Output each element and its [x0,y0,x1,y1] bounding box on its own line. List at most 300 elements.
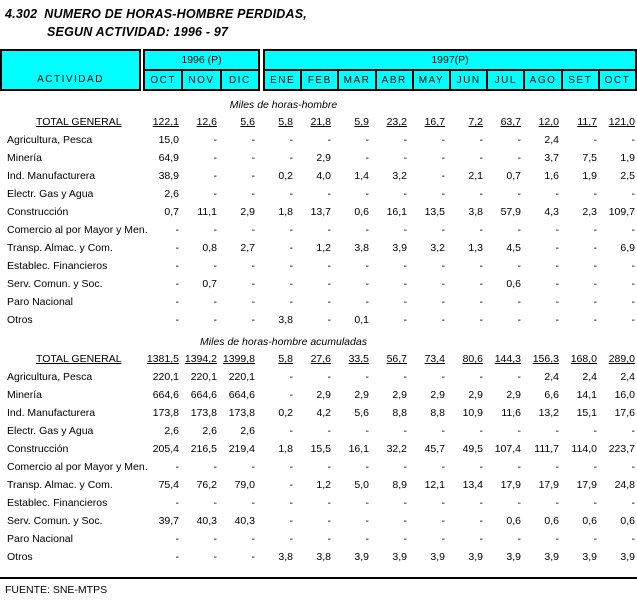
data-cell [181,476,219,494]
cell-value: 1,6 [544,170,559,182]
cell-value: 2,9 [316,152,331,164]
data-cell [219,350,257,368]
cell-value: 2,6 [164,425,179,437]
data-cell [447,530,485,548]
cell-value: - [251,296,255,308]
cell-value: - [631,224,635,236]
data-cell [447,239,485,257]
data-cell [447,386,485,404]
data-cell [181,386,219,404]
cell-value: - [327,314,331,326]
cell-value: - [289,296,293,308]
cell-value: 114,0 [571,443,597,455]
cell-value: - [479,152,483,164]
data-cell [181,512,219,530]
cell-value: - [327,278,331,290]
data-cell [561,350,599,368]
data-cell [599,458,637,476]
data-cell [143,149,181,167]
cell-value: - [631,533,635,545]
data-cell [181,149,219,167]
data-cell [561,221,599,239]
cell-value: 11,7 [577,116,597,128]
data-cell [485,167,523,185]
cell-value: 75,4 [158,479,179,491]
year-header-1996: 1996 (P) [145,51,258,71]
cell-value: 27,6 [310,353,331,365]
table-row [0,239,637,257]
cell-value: 0,1 [354,314,369,326]
cell-value: - [175,278,179,290]
row-label: Comercio al por Mayor y Men. [7,461,148,473]
table-row [0,203,637,221]
cell-value: 121,0 [608,116,635,128]
data-cell [333,404,371,422]
cell-value: 10,9 [462,407,483,419]
cell-value: - [327,497,331,509]
data-cell [295,185,333,203]
table-title [0,0,637,39]
row-label: Paro Nacional [7,533,73,545]
cell-value: - [289,188,293,200]
row-label: Minería [7,389,43,401]
cell-value: - [479,533,483,545]
data-cell [409,440,447,458]
cell-value: - [479,425,483,437]
data-cell [409,221,447,239]
data-cell [561,149,599,167]
data-cell [371,422,409,440]
data-cell [409,239,447,257]
month-header-1997-ago: AGO [523,71,560,89]
data-cell [333,113,371,131]
cell-value: - [593,260,597,272]
data-cell [561,239,599,257]
data-cell [333,131,371,149]
data-cell [371,203,409,221]
data-cell [295,404,333,422]
data-cell [181,350,219,368]
data-cell [257,131,295,149]
data-cell [599,221,637,239]
data-cell [409,293,447,311]
data-cell [447,494,485,512]
data-cell [371,494,409,512]
cell-value: 49,5 [462,443,483,455]
data-cell [181,494,219,512]
cell-value: - [479,314,483,326]
data-cell [295,257,333,275]
cell-value: - [441,152,445,164]
data-cell [523,149,561,167]
data-cell [485,530,523,548]
row-label: Serv. Comun. y Soc. [7,278,103,290]
cell-value: - [517,152,521,164]
cell-value: - [441,170,445,182]
table-row [0,458,637,476]
cell-value: 1,2 [316,242,331,254]
cell-value: - [327,224,331,236]
cell-value: - [365,371,369,383]
data-cell [295,440,333,458]
cell-value: - [441,314,445,326]
table-row [0,113,637,131]
data-cell [447,131,485,149]
data-cell [485,257,523,275]
data-cell [485,149,523,167]
cell-value: 13,5 [424,206,445,218]
data-cell [485,293,523,311]
cell-value: - [479,371,483,383]
cell-value: 109,7 [608,206,635,218]
cell-value: - [251,551,255,563]
data-cell [599,368,637,386]
cell-value: 156,3 [532,353,559,365]
data-cell [181,113,219,131]
cell-value: 32,2 [386,443,407,455]
cell-value: 12,0 [538,116,559,128]
data-cell [143,440,181,458]
cell-value: 17,9 [500,479,521,491]
data-cell [599,494,637,512]
cell-value: 1,2 [316,479,331,491]
cell-value: 6,6 [544,389,559,401]
data-cell [257,221,295,239]
data-cell [257,458,295,476]
cell-value: - [289,134,293,146]
cell-value: 1,9 [582,170,597,182]
data-cell [447,512,485,530]
row-label: Otros [7,314,33,326]
data-cell [257,275,295,293]
data-cell [371,113,409,131]
data-cell [409,167,447,185]
data-cell [333,530,371,548]
data-cell [295,548,333,566]
data-cell [523,440,561,458]
data-cell [599,257,637,275]
data-cell [523,476,561,494]
cell-value: - [517,497,521,509]
data-cell [143,422,181,440]
data-cell [295,311,333,329]
section-heading: Miles de horas-hombre acumuladas [200,336,367,348]
cell-value: - [593,188,597,200]
data-cell [561,275,599,293]
data-cell [181,440,219,458]
row-label: Comercio al por Mayor y Men. [7,224,148,236]
cell-value: - [479,260,483,272]
cell-value: 1,3 [468,242,483,254]
data-cell [599,422,637,440]
data-cell [599,350,637,368]
cell-value: 5,6 [240,116,255,128]
data-cell [257,113,295,131]
row-label: Transp. Almac. y Com. [7,242,113,254]
cell-value: - [289,260,293,272]
data-cell [219,368,257,386]
cell-value: 111,7 [534,443,559,455]
data-cell [447,311,485,329]
cell-value: - [251,314,255,326]
table-row [0,530,637,548]
cell-value: 3,9 [392,242,407,254]
data-cell [257,311,295,329]
data-cell [485,476,523,494]
data-cell [599,131,637,149]
data-cell [485,203,523,221]
data-cell [143,185,181,203]
data-cell [485,458,523,476]
row-label: Otros [7,551,33,563]
table-body [0,97,637,566]
cell-value: - [555,188,559,200]
data-cell [485,494,523,512]
data-cell [371,404,409,422]
cell-value: 219,4 [228,443,255,455]
cell-value: 1,4 [354,170,369,182]
data-cell [257,203,295,221]
cell-value: 7,2 [468,116,483,128]
data-cell [447,149,485,167]
cell-value: 144,3 [494,353,521,365]
data-cell [257,149,295,167]
cell-value: 21,8 [310,116,331,128]
cell-value: - [365,515,369,527]
month-header-1996-oct: OCT [150,74,176,86]
cell-value: 107,4 [494,443,521,455]
cell-value: - [213,461,217,473]
month-header-1997-feb: FEB [300,71,337,89]
cell-value: 0,6 [620,515,635,527]
data-cell [181,185,219,203]
data-cell [447,404,485,422]
data-cell [257,386,295,404]
data-cell [371,476,409,494]
data-cell [561,548,599,566]
data-cell [409,404,447,422]
cell-value: - [289,497,293,509]
data-cell [333,221,371,239]
data-cell [333,185,371,203]
cell-value: 24,8 [614,479,635,491]
cell-value: 205,4 [152,443,179,455]
cell-value: 0,7 [506,170,521,182]
cell-value: - [631,188,635,200]
row-label: Agricultura, Pesca [7,371,93,383]
data-cell [599,311,637,329]
cell-value: - [593,314,597,326]
cell-value: 2,5 [620,170,635,182]
cell-value: - [555,296,559,308]
data-cell [523,548,561,566]
cell-value: - [403,425,407,437]
cell-value: 2,9 [354,389,369,401]
cell-value: - [289,242,293,254]
cell-value: 0,6 [544,515,559,527]
data-cell [333,257,371,275]
data-cell [409,185,447,203]
cell-value: 11,6 [501,407,521,419]
cell-value: - [479,188,483,200]
cell-value: - [403,515,407,527]
cell-value: - [441,188,445,200]
cell-value: 6,9 [620,242,635,254]
data-cell [599,548,637,566]
data-cell [219,149,257,167]
cell-value: 0,6 [506,515,521,527]
table-row [0,275,637,293]
cell-value: - [403,314,407,326]
data-cell [409,386,447,404]
data-cell [409,131,447,149]
cell-value: 8,8 [392,407,407,419]
data-cell [371,512,409,530]
cell-value: 2,9 [468,389,483,401]
cell-value: - [479,296,483,308]
cell-value: 45,7 [424,443,445,455]
data-cell [599,167,637,185]
data-cell [143,221,181,239]
data-cell [219,494,257,512]
data-cell [523,512,561,530]
cell-value: 0,6 [506,278,521,290]
month-header-1996-dic: DIC [220,71,258,89]
data-cell [181,404,219,422]
data-cell [561,404,599,422]
cell-value: - [289,515,293,527]
cell-value: - [251,533,255,545]
cell-value: - [327,425,331,437]
data-cell [257,239,295,257]
data-cell [599,404,637,422]
data-cell [143,311,181,329]
data-cell [219,113,257,131]
data-cell [409,458,447,476]
data-cell [257,512,295,530]
data-cell [333,293,371,311]
data-cell [561,494,599,512]
cell-value: 0,2 [278,170,293,182]
cell-value: 664,6 [190,389,217,401]
table-row [0,257,637,275]
data-cell [371,350,409,368]
table-row [0,422,637,440]
cell-value: - [479,224,483,236]
cell-value: - [251,188,255,200]
cell-value: - [631,425,635,437]
cell-value: 38,9 [158,170,179,182]
month-header-1997-oct: OCT [598,71,635,89]
data-cell [181,422,219,440]
data-cell [295,386,333,404]
data-cell [333,386,371,404]
cell-value: 0,7 [164,206,179,218]
cell-value: 3,9 [392,551,407,563]
cell-value: - [441,278,445,290]
cell-value: - [327,134,331,146]
data-cell [371,440,409,458]
month-header-1997-may: MAY [412,71,449,89]
data-cell [143,404,181,422]
row-label: Electr. Gas y Agua [7,425,94,437]
actividad-label: ACTIVIDAD [37,74,104,85]
data-cell [333,512,371,530]
cell-value: 3,9 [582,551,597,563]
data-cell [409,149,447,167]
data-cell [333,149,371,167]
row-label: TOTAL GENERAL [36,353,122,365]
cell-value: - [517,224,521,236]
data-cell [371,368,409,386]
data-cell [485,548,523,566]
data-cell [181,239,219,257]
cell-value: 3,8 [468,206,483,218]
data-cell [523,203,561,221]
data-cell [599,113,637,131]
cell-value: 11,1 [197,206,217,218]
data-cell [599,476,637,494]
data-cell [371,221,409,239]
cell-value: 4,0 [316,170,331,182]
data-cell [371,239,409,257]
cell-value: - [631,461,635,473]
data-cell [561,422,599,440]
data-cell [295,275,333,293]
table-row [0,350,637,368]
cell-value: 73,4 [424,353,445,365]
cell-value: 56,7 [386,353,407,365]
data-cell [295,293,333,311]
month-header-1996-nov: NOV [181,71,219,89]
cell-value: 7,5 [582,152,597,164]
cell-value: - [289,461,293,473]
data-cell [447,440,485,458]
cell-value: 0,2 [278,407,293,419]
data-cell [447,167,485,185]
cell-value: - [289,278,293,290]
cell-value: 4,3 [544,206,559,218]
cell-value: 14,1 [576,389,597,401]
data-cell [333,275,371,293]
cell-value: - [213,134,217,146]
cell-value: - [289,425,293,437]
data-cell [371,257,409,275]
data-cell [257,167,295,185]
data-cell [257,350,295,368]
cell-value: - [555,242,559,254]
data-cell [219,311,257,329]
cell-value: 3,8 [354,242,369,254]
cell-value: 3,8 [316,551,331,563]
data-cell [257,293,295,311]
row-label: Establec. Financieros [7,260,108,272]
table-row [0,494,637,512]
cell-value: 2,4 [544,134,559,146]
cell-value: - [289,479,293,491]
cell-value: - [251,278,255,290]
cell-value: 5,6 [354,407,369,419]
cell-value: - [327,296,331,308]
cell-value: - [631,296,635,308]
data-cell [409,350,447,368]
data-cell [181,530,219,548]
cell-value: - [441,497,445,509]
cell-value: - [365,461,369,473]
data-cell [295,239,333,257]
data-cell [409,512,447,530]
cell-value: 2,7 [240,242,255,254]
